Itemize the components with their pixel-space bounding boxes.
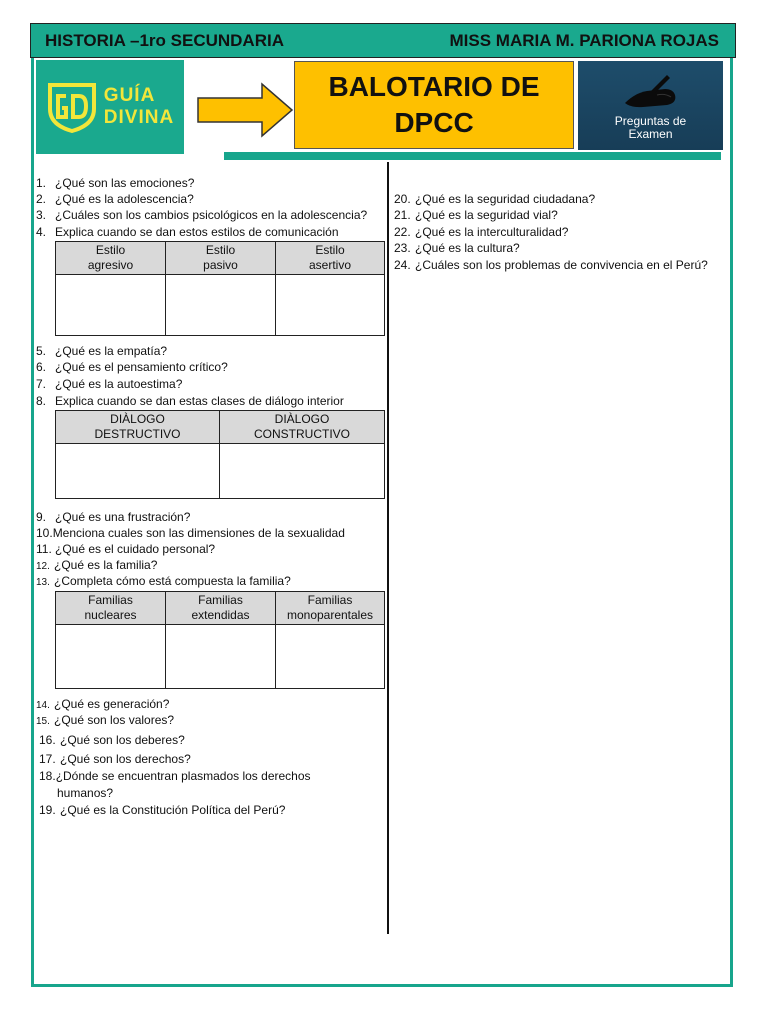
question-text: ¿Qué es una frustración? (55, 510, 191, 524)
question-text: ¿Qué es el cuidado personal? (55, 542, 216, 556)
question-number: 12. (36, 561, 50, 572)
question-text: ¿Qué son las emociones? (55, 176, 195, 190)
logo-line-1: GUÍA (103, 85, 156, 106)
question-text: humanos? (57, 786, 114, 800)
question-text: ¿Qué son los derechos? (60, 752, 191, 766)
question-text: Explica cuando se dan estas clases de diálogo interior (55, 394, 344, 408)
question-item (394, 208, 558, 223)
question-number: 1. (36, 176, 47, 190)
exam-caption-1: Preguntas de (614, 114, 687, 128)
table-header: Estilo pasivo (166, 242, 276, 275)
table-header: Familias nucleares (56, 592, 166, 625)
question-number: 9. (36, 510, 47, 524)
question-text: Explica cuando se dan estos estilos de comunicación (55, 225, 339, 239)
title-line-1: BALOTARIO DE (328, 71, 540, 102)
communication-styles-table (55, 241, 385, 336)
question-text: ¿Cuáles son los problemas de convivencia en el Perú? (415, 258, 708, 272)
question-text: ¿Qué es la seguridad ciudadana? (415, 192, 596, 206)
question-number: 23. (394, 241, 411, 255)
question-item (36, 394, 344, 409)
answer-cell[interactable] (166, 625, 276, 689)
table-header: Estilo asertivo (276, 242, 385, 275)
answer-cell[interactable] (56, 625, 166, 689)
answer-cell[interactable] (276, 625, 385, 689)
question-item (36, 225, 339, 240)
question-number: 10. (36, 526, 53, 540)
question-text: ¿Completa cómo está compuesta la familia? (54, 574, 291, 588)
question-item (36, 377, 182, 392)
question-text: ¿Qué es generación? (54, 697, 170, 711)
question-number: 8. (36, 394, 47, 408)
question-text: ¿Qué son los valores? (54, 713, 175, 727)
question-item-continuation (57, 786, 113, 801)
family-types-table (55, 591, 385, 689)
question-text: ¿Qué es la Constitución Política del Perú? (60, 803, 286, 817)
question-item (394, 241, 520, 256)
question-number: 22. (394, 225, 411, 239)
exam-caption-2: Examen (628, 127, 673, 141)
column-divider (387, 162, 389, 934)
teacher-name: MISS MARIA M. PARIONA ROJAS (449, 30, 719, 50)
question-number: 17. (39, 752, 56, 766)
table-header: Familias monoparentales (276, 592, 385, 625)
question-text: ¿Qué es la seguridad vial? (415, 208, 558, 222)
question-item (36, 344, 167, 359)
question-number: 20. (394, 192, 411, 206)
question-text: ¿Qué es la familia? (54, 558, 158, 572)
question-number: 16. (39, 733, 56, 747)
question-text: ¿Qué es la adolescencia? (55, 192, 194, 206)
question-number: 13. (36, 577, 50, 588)
question-item (36, 713, 174, 729)
question-item (36, 208, 367, 223)
question-number: 2. (36, 192, 47, 206)
question-text: ¿Qué es la autoestima? (55, 377, 183, 391)
logo-wordmark (104, 85, 174, 129)
header-bar (30, 23, 736, 58)
question-number: 11. (36, 542, 52, 556)
question-number: 5. (36, 344, 47, 358)
exam-image (578, 61, 723, 150)
question-number: 21. (394, 208, 411, 222)
question-item (36, 542, 215, 557)
question-item (36, 360, 228, 375)
question-number: 18. (39, 769, 56, 783)
arrow-right-icon (196, 82, 294, 138)
title-line-2: DPCC (394, 107, 474, 138)
gd-shield-icon (46, 81, 98, 133)
answer-cell[interactable] (276, 275, 385, 336)
question-item (36, 510, 190, 525)
question-item (394, 225, 568, 240)
question-text: ¿Qué es el pensamiento crítico? (55, 360, 228, 374)
question-item (39, 752, 191, 767)
question-number: 14. (36, 700, 50, 711)
answer-cell[interactable] (56, 275, 166, 336)
question-number: 4. (36, 225, 47, 239)
inner-dialogue-table (55, 410, 385, 499)
question-text: Menciona cuales son las dimensiones de la sexualidad (52, 526, 345, 540)
question-item (39, 769, 311, 784)
answer-cell[interactable] (220, 444, 385, 499)
document-title (294, 61, 574, 149)
question-text: ¿Qué es la empatía? (55, 344, 168, 358)
question-number: 7. (36, 377, 47, 391)
question-item (36, 526, 345, 541)
guia-divina-logo (36, 60, 184, 154)
table-header: Familias extendidas (166, 592, 276, 625)
question-item (394, 192, 595, 207)
table-header: Estilo agresivo (56, 242, 166, 275)
question-text: ¿Cuáles son los cambios psicológicos en la adolescencia? (55, 208, 368, 222)
table-header: DIÀLOGO CONSTRUCTIVO (220, 411, 385, 444)
question-number: 15. (36, 716, 50, 727)
question-item (36, 574, 291, 590)
question-item (39, 733, 185, 748)
writing-hand-icon (621, 73, 681, 111)
question-item (36, 697, 169, 713)
table-header: DIÀLOGO DESTRUCTIVO (56, 411, 220, 444)
question-text: ¿Qué es la cultura? (415, 241, 520, 255)
question-item (36, 558, 157, 574)
logo-line-2: DIVINA (103, 107, 175, 128)
question-number: 19. (39, 803, 56, 817)
question-number: 24. (394, 258, 411, 272)
question-item (394, 258, 708, 273)
question-number: 3. (36, 208, 47, 222)
question-text: ¿Qué son los deberes? (60, 733, 185, 747)
answer-cell[interactable] (56, 444, 220, 499)
answer-cell[interactable] (166, 275, 276, 336)
question-text: ¿Qué es la interculturalidad? (415, 225, 569, 239)
question-number: 6. (36, 360, 47, 374)
question-item (36, 176, 194, 191)
course-title: HISTORIA –1ro SECUNDARIA (45, 30, 284, 50)
accent-bar (224, 152, 721, 160)
question-item (36, 192, 194, 207)
question-text: ¿Dónde se encuentran plasmados los derechos (55, 769, 311, 783)
question-item (39, 803, 285, 818)
